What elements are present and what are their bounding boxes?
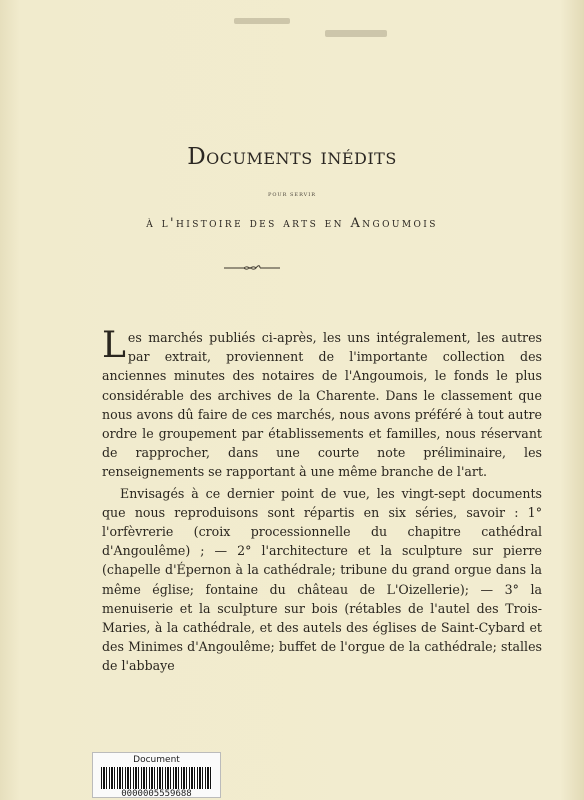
label-title: Document [133,755,180,765]
pour-servir-caption: POUR SERVIR [267,192,317,198]
page-subtitle: à l'histoire des arts en Angoumois [146,216,438,231]
page-title: Documents inédits [187,144,397,170]
paragraph-1-text: es marchés publiés ci-après, les uns intégralement, les autres par extrait, proviennent de l'importante collection des anciennes minutes des notaires de l'Angoumois, le fonds le plus considérable des archives de la Charente. Dans le classement que nous avons dû faire de ces marchés, nous avons préféré à tout autre ordre le groupement par établissements et familles, nous réservant de rapprocher, dans une courte note préliminaire, les renseignements se rapportant à une même branche de l'art. [102,330,542,480]
paragraph-2: Envisagés à ce dernier point de vue, les vingt-sept documents que nous reproduisons sont répartis en six séries, savoir : 1° l'orfèvrerie (croix processionnelle du chapitre cathédral d'Angoulême) ; — 2° l'architecture et la sculpture sur pierre (chapelle d'Épernon à la cathédrale; tribune du grand orgue dans la même église; fontaine du château de L'Oizellerie); — 3° la menuiserie et la sculpture sur bois (rétables de l'autel des Trois-Maries, à la cathédrale, et des autels des églises de Saint-Cybard et des Minimes d'Angoulême; buffet de l'orgue de la cathédrale; stalles de l'abbaye [102,485,542,674]
barcode-label [92,752,221,798]
scan-mark [234,18,290,24]
scan-mark [325,30,387,37]
drop-cap: L [102,325,126,366]
paragraph-1 [102,325,542,482]
body-text [102,325,542,676]
ornament-divider [222,264,282,272]
label-number: 0000005559688 [121,789,192,799]
barcode-icon [101,767,212,789]
